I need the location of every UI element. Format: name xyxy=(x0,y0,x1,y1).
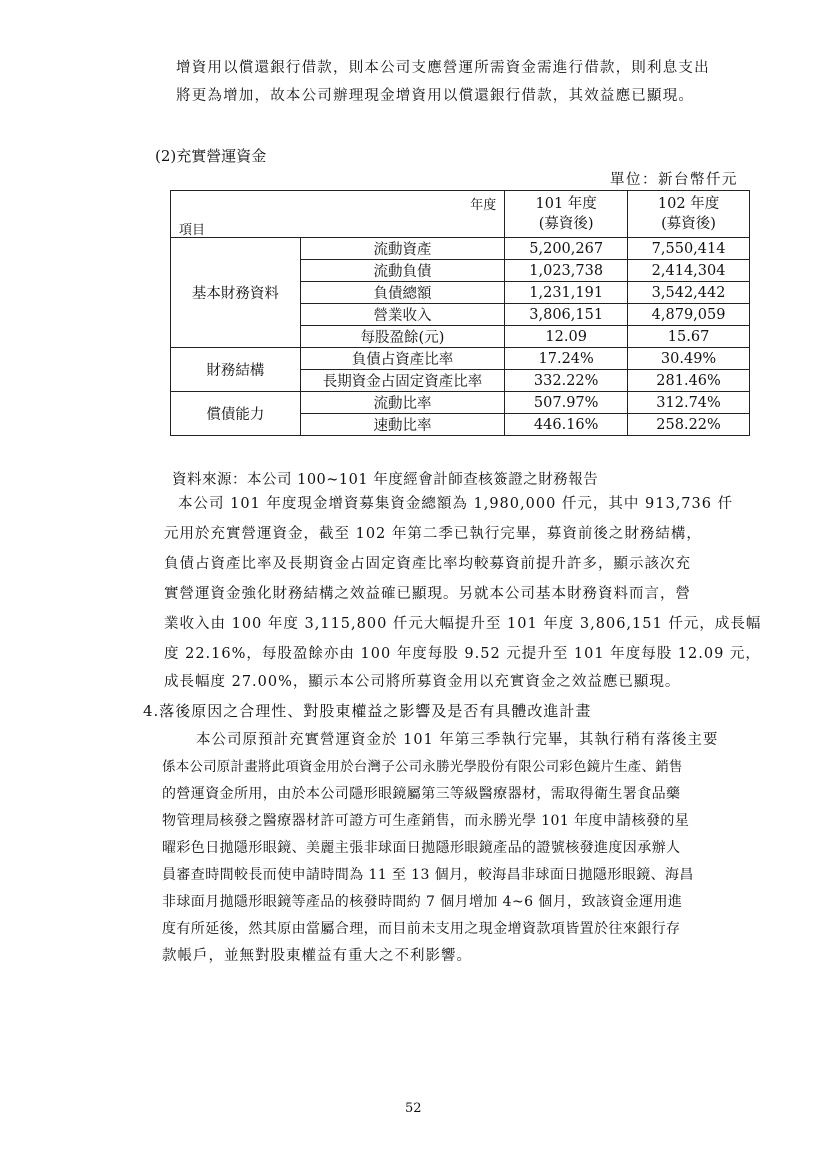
table-header-row xyxy=(171,191,750,238)
financial-table xyxy=(170,190,750,436)
col-header-102 xyxy=(628,191,750,238)
cell-value: 17.24% xyxy=(505,348,628,370)
cell-value: 332.22% xyxy=(505,370,628,392)
row-label: 速動比率 xyxy=(300,414,505,436)
paragraph2-line: 度有所延後，然其原由當屬合理，而目前未支用之現金增資款項皆置於往來銀行存 xyxy=(162,921,681,937)
row-label: 每股盈餘(元) xyxy=(300,326,505,348)
cell-value: 446.16% xyxy=(505,414,628,436)
row-label: 流動比率 xyxy=(300,392,505,414)
col-header-101-year: 101 年度 xyxy=(535,196,597,212)
paragraph2-line: 係本公司原計畫將此項資金用於台灣子公司永勝光學股份有限公司彩色鏡片生產、銷售 xyxy=(162,759,683,775)
section-heading-4: 4.落後原因之合理性、對股東權益之影響及是否有具體改進計畫 xyxy=(143,702,592,720)
paragraph1-line: 業收入由 100 年度 3,115,800 仟元大幅提升至 101 年度 3,806,151 仟元，成長幅 xyxy=(164,616,762,632)
table-corner-header xyxy=(171,191,505,238)
table-source-note: 資料來源：本公司 100~101 年度經會計師查核簽證之財務報告 xyxy=(172,472,599,488)
paragraph1-line: 度 22.16%，每股盈餘亦由 100 年度每股 9.52 元提升至 101 年度每股 12.09 元， xyxy=(164,646,761,662)
row-label: 負債占資產比率 xyxy=(300,348,505,370)
paragraph1-line: 成長幅度 27.00%，顯示本公司將所募資金用以充實資金之效益應已顯現。 xyxy=(164,674,681,690)
paragraph1-line: 實營運資金強化財務結構之效益確已顯現。另就本公司基本財務資料而言，營 xyxy=(164,586,691,602)
paragraph2-line: 本公司原預計充實營運資金於 101 年第三季執行完畢，其執行稍有落後主要 xyxy=(196,732,719,748)
col-header-102-year: 102 年度 xyxy=(657,196,720,212)
table-row xyxy=(171,238,750,260)
cell-value: 12.09 xyxy=(505,326,628,348)
group-label: 償債能力 xyxy=(171,392,301,436)
intro-line-1: 增資用以償還銀行借款，則本公司支應營運所需資金需進行借款，則利息支出 xyxy=(176,60,710,76)
col-header-102-note: (募資後) xyxy=(661,216,716,232)
cell-value: 15.67 xyxy=(628,326,750,348)
section-title: (2)充實營運資金 xyxy=(155,147,267,165)
row-label: 負債總額 xyxy=(300,282,505,304)
cell-value: 507.97% xyxy=(505,392,628,414)
table-row xyxy=(171,392,750,414)
group-label: 財務結構 xyxy=(171,348,301,392)
cell-value: 4,879,059 xyxy=(628,304,750,326)
paragraph2-line: 物管理局核發之醫療器材許可證方可生產銷售，而永勝光學 101 年度申請核發的星 xyxy=(162,813,690,829)
paragraph1-line: 元用於充實營運資金，截至 102 年第二季已執行完畢，募資前後之財務結構， xyxy=(164,526,702,542)
cell-value: 1,023,738 xyxy=(505,260,628,282)
page-number: 52 xyxy=(405,1101,422,1116)
row-label: 營業收入 xyxy=(300,304,505,326)
row-label: 流動負債 xyxy=(300,260,505,282)
col-header-101-note: (募資後) xyxy=(538,216,594,232)
item-header: 項目 xyxy=(179,223,206,238)
row-label: 流動資產 xyxy=(300,238,505,260)
table-row xyxy=(171,348,750,370)
unit-label: 單位：新台幣仟元 xyxy=(610,172,738,188)
paragraph2-line: 款帳戶，並無對股東權益有重大之不利影響。 xyxy=(162,948,472,964)
group-label: 基本財務資料 xyxy=(171,238,301,348)
paragraph2-line: 的營運資金所用，由於本公司隱形眼鏡屬第三等級醫療器材，需取得衛生署食品藥 xyxy=(162,786,681,802)
cell-value: 3,806,151 xyxy=(505,304,628,326)
cell-value: 258.22% xyxy=(628,414,750,436)
cell-value: 30.49% xyxy=(628,348,750,370)
cell-value: 5,200,267 xyxy=(505,238,628,260)
paragraph1-line: 本公司 101 年度現金增資募集資金總額為 1,980,000 仟元，其中 913,736 仟 xyxy=(178,496,734,512)
col-header-101 xyxy=(505,191,628,238)
cell-value: 281.46% xyxy=(628,370,750,392)
cell-value: 3,542,442 xyxy=(628,282,750,304)
paragraph2-line: 員審查時間較長而使申請時間為 11 至 13 個月，較海昌非球面日拋隱形眼鏡、海昌 xyxy=(162,867,694,883)
cell-value: 7,550,414 xyxy=(628,238,750,260)
cell-value: 1,231,191 xyxy=(505,282,628,304)
row-label: 長期資金占固定資產比率 xyxy=(300,370,505,392)
cell-value: 312.74% xyxy=(628,392,750,414)
paragraph2-line: 曜彩色日拋隱形眼鏡、美麗主張非球面日拋隱形眼鏡產品的證號核發進度因承辦人 xyxy=(162,840,681,856)
paragraph2-line: 非球面月拋隱形眼鏡等產品的核發時間約 7 個月增加 4~6 個月，致該資金運用進 xyxy=(162,894,683,910)
paragraph1-line: 負債占資產比率及長期資金占固定資產比率均較募資前提升許多，顯示該次充 xyxy=(164,556,691,572)
cell-value: 2,414,304 xyxy=(628,260,750,282)
year-header: 年度 xyxy=(470,198,497,213)
intro-line-2: 將更為增加，故本公司辦理現金增資用以償還銀行借款，其效益應已顯現。 xyxy=(176,88,695,104)
